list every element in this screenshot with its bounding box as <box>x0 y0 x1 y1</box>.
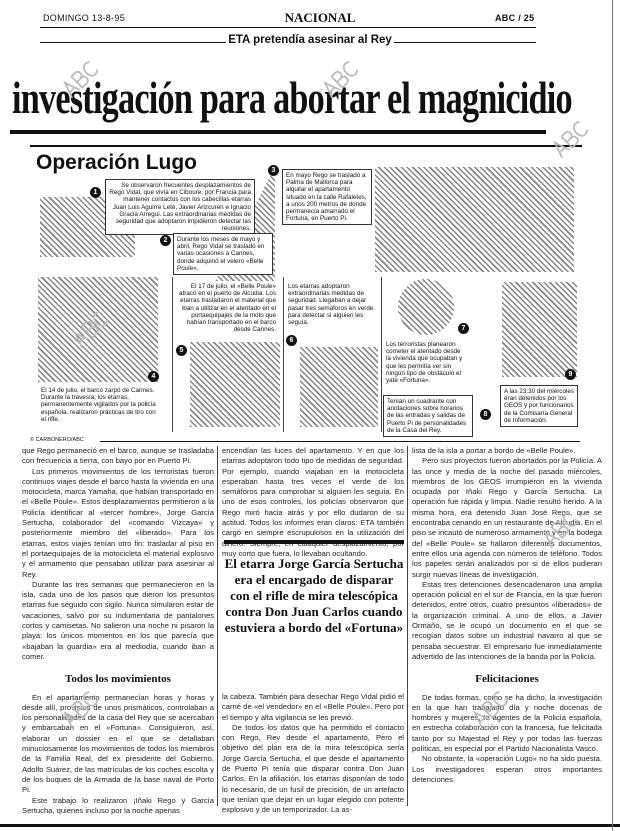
boat-illustration <box>190 342 280 427</box>
paragraph: lista de la isla a portar a bordo de «Belle Poule». <box>412 446 576 455</box>
caption-number: 2 <box>160 235 171 246</box>
paragraph: Pero sus proyectos fueron abortados por la Policía. A las once y media de la noche del pasado miércoles, miembros de los GEOS irrumpieron en la vivienda ocupada por Iñaki Rego y García Sertucha. La operación fue rápida y limpia. Nadie resultó herido. A la misma hora, era detenido Juan José Rego, que se encontraba cenando en un restaurante de Alcudia. En el piso se incautó de numeroso armamento y en la bodega del «Belle Poule» se hallaron diferentes documentos, entre ellos una agenda con números de teléfono. Todos los papeles serán analizados por si de ellos pudieran surgir nuevas líneas de investigación. <box>412 456 602 579</box>
caption-number: 3 <box>268 165 279 176</box>
caption-2: Durante los meses de mayo y abril, Rego Vidal se trasladó en varias ocasiones a Cannes, donde adquirió el velero «Belle Poule». <box>173 233 273 275</box>
headline-rule <box>10 130 546 134</box>
column-middle-bottom <box>222 692 404 815</box>
paragraph: Este trabajo lo realizaron ¡Iñaki Rego y García Sertucha, quienes incluso por la noche apenas <box>22 795 214 815</box>
caption-number: 8 <box>480 409 491 420</box>
caption-8: Tenían un cuadrante con anotaciones sobre horarios de las entradas y salidas de Puerto Pi de personalidades de la Casa del Rey. <box>383 395 473 437</box>
paragraph: Estas tres detenciones desencadenaron una amplia operación policial en el sur de Francia, en la que fueron detenidos, entre otros, cuatro presuntos «liberados» de la organización criminal. A uno de ellos, a Javier Ormaño, se le ocupó un documento en el que se recogían datos sobre un industrial navarro al que se pensaba secuestrar. El empresario fue inmediatamente advertido de las intenciones de la banda por la Policía. <box>412 579 602 661</box>
graphic-credit: © CARBONERO/ABC <box>30 437 84 443</box>
caption-number: 9 <box>565 369 576 380</box>
port-illustration <box>375 167 574 272</box>
caption-6: Los etarras adoptaron extraordinarias medidas de seguridad. Llegaban a dejar pasar tres semáforos en verde para detectar si alguien les seguía. <box>285 281 379 328</box>
bottom-rule <box>0 824 620 827</box>
section-name: NACIONAL <box>284 10 356 25</box>
headline: investigación para abortar el magnicidio <box>12 73 572 123</box>
column-left <box>22 446 214 815</box>
paragraph: que Rego permaneció en el barco, aunque se trasladaba con frecuencia a tierra, con bayo por en Puerto Pi. <box>22 446 214 466</box>
subheading: Felicitaciones <box>475 673 539 686</box>
caption-3: En mayo Rego se trasladó a Palma de Mallorca para alquilar el apartamento situado en la calle Rafaletes, a unos 200 metros de donde permanecía amarrado el Fortuna, en Puerto Pi. <box>282 169 372 225</box>
column-middle-top <box>222 446 404 558</box>
paragraph: De todas formas, como se ha dicho, la investigación en la que han trabajado día y noche docenas de hombres y mujeres, lo agentes de la Policía española, en estrecha colaboración con la francesa, fue felicitada tanto por su Majestad el Rey y por todas las fuerzas políticas, en especial por el Partido Nacionalista Vasco. <box>412 692 602 754</box>
caption-number: 6 <box>286 335 297 346</box>
infographic-title: Operación Lugo <box>36 151 198 174</box>
caption-9: A las 23:30 del miércoles eran detenidos por los GEOS y por funcionarios de la Comisaría General de Información. <box>500 385 578 427</box>
subheading: Todos los movimientos <box>65 673 171 686</box>
paragraph: De todos los datos que ha permitido el contacto con Rego, Rev desde el apartamento, Pero el objetivo del plan era de la mira telescópica sería Jorge García Sertucha, el que desde el apartamento de Puerto Pi tenía que disparar contra Don Juan Carlos. En la afiliación, los etarras disponían de todo lo necesario, de un fusil de precisión, de un artefacto que tenían que dejar en un lugar elegido con potente explosivo y de un temporizador. La as- <box>222 722 404 815</box>
caption-number: 5 <box>176 345 187 356</box>
scope-illustration <box>398 279 454 335</box>
caption-5: El 17 de julio, el «Belle Poule» atracó en el puerto de Alcudia. Los etarras trasladaron el material que iban a utilizar en el atentado en el portaequipajes de la moto que habían transportado en el barco desde Cannes. <box>175 281 279 335</box>
caption-1: Se observaron frecuentes desplazamientos de Rego Vidal, que vivía en Ciboure, por Francia para mantener contactos con los cabecillas etarras Juan Luis Aguirre Lete, Javier Arizcuren e Ignacio Gracia Arregui. Las extraordinarias medidas de seguridad que adoptaron impidieron detectar las reuniones. <box>105 179 255 235</box>
graphic-rule <box>100 441 580 442</box>
header-rule <box>40 27 536 28</box>
paragraph: la cabeza. También para desechar Rego Vidal pidió el carné de «el vendedor» en el «Belle Poule». Pero por el tiempo y alta vigilancia se les previó. <box>222 692 404 722</box>
kicker <box>0 34 620 46</box>
paragraph: En el apartamento permanecían horas y horas y desde allí, provistos de unos prismáticos, controlaban a los personalidades de la casa del Rey que se acercaban y embarcaban en el «Fortuna». Consiguieron, así, elaborar un dossier en el que se detallaban minuciosamente los movimientos de todos los miembros de la Familia Real, del ex presidente del Gobierno, Adolfo Suárez, de las matrículas de los coches escolta y de los buques de la Armada de la base naval de Porto Pi. <box>22 692 214 795</box>
caption-7: Los terroristas planearon cometer el atentado desde la vivienda que ocupaban y que les permitía ver sin ningún tipo de obstáculo el yate «Fortuna». <box>383 339 468 386</box>
column-right <box>412 446 602 806</box>
kicker-text: ETA pretendía asesinar al Rey <box>228 34 392 46</box>
caption-4: El 14 de julio, el barco zarpó de Cannes. Durante la travesía, los etarras, permanentemente vigilados por la policía española, realizaron prácticas de tiro con el rifle. <box>38 385 164 425</box>
infographic <box>30 145 582 443</box>
caption-number: 7 <box>458 323 469 334</box>
arrest-illustration <box>502 282 577 377</box>
paragraph: Durante las tres semanas que permanecieron en la isla, cada uno de los pasos que dieron los presuntos etarras fue seguido con sigilo. Nunca simularon estar de vacaciones, salvo por su indumentaria de pantalones cortos y camisetas. No salieron una noche ni pisaron la playa: los únicos momentos en los que parecía que «bajaban la guardia» era al mediodía, cuando iban a comer. <box>22 579 214 661</box>
scan-edge <box>612 0 613 831</box>
paragraph: Los primeros movimientos de los terroristas fueron continuos viajes desde el barco hasta la vivienda en una motocicleta, marca Yamaha, que habían transportado en el «Belle Poule». Estos desplazamientos permitieron a la Policía identificar al «tercer hombre», Jorge García Sertucha, colaborador del «comando Vizcaya» y posteriormente miembro del «liberado». Para los etarras, estos viajes tenían otro fin: trasladar al piso en el portaequipajes de la motocicleta el material explosivo y el armamento que pensaban utilizar para asesinar al Rey. <box>22 466 214 579</box>
page-number: ABC / 25 <box>495 13 535 23</box>
street-illustration <box>300 347 378 427</box>
caption-number: 1 <box>90 187 101 198</box>
caption-number: 4 <box>148 371 159 382</box>
pull-quote: El etarra Jorge García Sertucha era el encargado de disparar con el rifle de mira telescópica contra Don Juan Carlos cuando estuviera a bordo del «Fortuna» <box>224 540 404 636</box>
paragraph: No obstante, la «operación Lugo» no ha sido puesta. Los investigadores esperan otros importantes detenciones. <box>412 754 602 784</box>
paragraph: encendían las luces del apartamento. Y en que los etarras adoptaron todo tipo de medidas de seguridad. Por ejemplo, cuando viajaban en la motocicleta esperaban hasta tres veces el verde de los semáforos para comprobar si alguien les seguía. En uno de esos controles, los policías observaron que Rego miró hacia atrás y por ello dudaron de su actitud. Todos los informes eran claros: ETA también cargó en siempre escrupulosos en la utilización del dinero. Siempre, en cualquier desplazamiento, por muy corto que fuera, lo llevaban ocultando. <box>222 446 404 558</box>
page-date: DOMINGO 13-8-95 <box>43 13 126 23</box>
